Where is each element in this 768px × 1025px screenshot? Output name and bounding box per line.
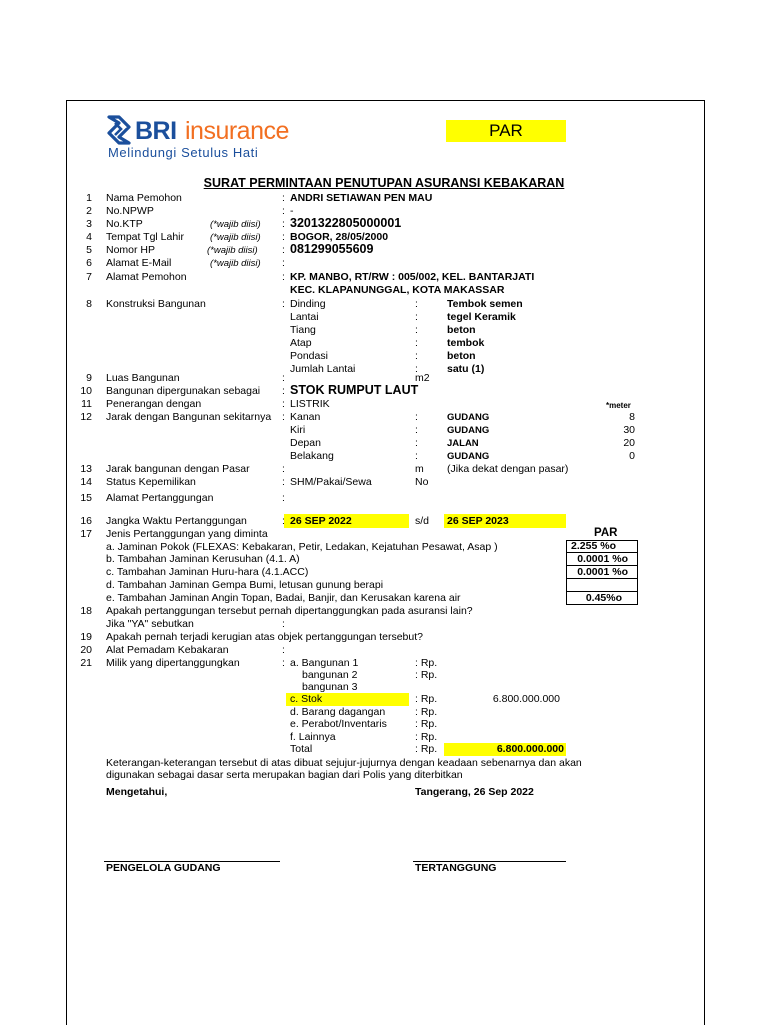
field-number: 10: [80, 385, 92, 397]
colon: :: [415, 450, 418, 462]
construction-value: tembok: [447, 337, 485, 349]
construction-value: tegel Keramik: [447, 311, 516, 323]
field-number: 5: [86, 244, 92, 256]
colon: :: [282, 657, 285, 669]
distance-side: Belakang: [290, 450, 334, 462]
meter-note: *meter: [606, 401, 631, 410]
colon: :: [282, 398, 285, 410]
field-number: 20: [80, 644, 92, 656]
coverage-rate: 0.0001 %o: [577, 566, 628, 578]
insured-item: c. Stok: [290, 693, 323, 705]
colon: :: [282, 218, 285, 230]
insured-total-label: Total: [290, 743, 313, 755]
distance-side: Kiri: [290, 424, 306, 436]
signature-left-role: PENGELOLA GUDANG: [106, 862, 221, 874]
field-label: Nama Pemohon: [106, 192, 182, 204]
bri-insurance-logo: [105, 113, 289, 163]
address-line-2: KEC. KLAPANUNGGAL, KOTA MAKASSAR: [290, 284, 505, 296]
construction-value: satu (1): [447, 363, 485, 375]
construction-part: Pondasi: [290, 350, 328, 362]
colon: :: [282, 463, 285, 475]
colon: :: [282, 205, 285, 217]
field-number: 19: [80, 631, 92, 643]
colon: :: [415, 363, 418, 375]
logo-tagline: Melindungi Setulus Hati: [108, 145, 259, 160]
coverage-item: e. Tambahan Jaminan Angin Topan, Badai, Banjir, dan Kerusakan karena air: [106, 592, 461, 604]
colon: :: [282, 271, 285, 283]
field-label: Bangunan dipergunakan sebagai: [106, 385, 261, 397]
building-usage-value: STOK RUMPUT LAUT: [290, 383, 419, 397]
construction-part: Lantai: [290, 311, 319, 323]
colon: :: [415, 411, 418, 423]
insured-item: d. Barang dagangan: [290, 706, 386, 718]
field-label: No.KTP: [106, 218, 143, 230]
colon: :: [415, 298, 418, 310]
required-note: (*wajib diisi): [207, 245, 258, 256]
field-number: 1: [86, 192, 92, 204]
insured-item: f. Lainnya: [290, 731, 336, 743]
rate-column-header: PAR: [594, 527, 618, 539]
field-number: 6: [86, 257, 92, 269]
distance-meters: 8: [629, 411, 635, 423]
ktp-value: 3201322805000001: [290, 216, 402, 230]
ownership-answer: No: [415, 476, 429, 488]
required-note: (*wajib diisi): [210, 219, 261, 230]
insured-item: bangunan 2: [302, 669, 358, 681]
field-number: 13: [80, 463, 92, 475]
required-note: (*wajib diisi): [210, 232, 261, 243]
field-number: 3: [86, 218, 92, 230]
statement-line: digunakan sebagai dasar serta merupakan bagian dari Polis yang diterbitkan: [106, 769, 463, 781]
period-separator: s/d: [415, 515, 430, 527]
field-label: Luas Bangunan: [106, 372, 180, 384]
stock-amount: 6.800.000.000: [492, 693, 560, 705]
currency-label: : Rp.: [415, 693, 438, 705]
signature-place-date: Tangerang, 26 Sep 2022: [415, 786, 534, 798]
field-number: 4: [86, 231, 92, 243]
field-number: 18: [80, 605, 92, 617]
field-label: Alamat E-Mail: [106, 257, 172, 269]
colon: :: [415, 337, 418, 349]
birth-place-date-value: BOGOR, 28/05/2000: [290, 231, 389, 243]
colon: :: [282, 492, 285, 504]
field-label: Milik yang dipertanggungkan: [106, 657, 240, 669]
construction-value: Tembok semen: [447, 298, 523, 310]
signature-left-heading: Mengetahui,: [106, 786, 168, 798]
currency-label: : Rp.: [415, 743, 438, 755]
distance-object: GUDANG: [447, 451, 490, 462]
market-distance-unit: m: [415, 463, 424, 475]
currency-label: : Rp.: [415, 669, 438, 681]
colon: :: [282, 372, 285, 384]
insured-item: a. Bangunan 1: [290, 657, 359, 669]
bri-logo-icon: [105, 115, 133, 145]
construction-part: Jumlah Lantai: [290, 363, 356, 375]
insured-item: bangunan 3: [302, 681, 358, 693]
distance-side: Kanan: [290, 411, 321, 423]
colon: :: [282, 644, 285, 656]
total-amount: 6.800.000.000: [496, 743, 564, 755]
phone-value: 081299055609: [290, 242, 374, 256]
distance-object: JALAN: [447, 438, 479, 449]
field-number: 15: [80, 492, 92, 504]
colon: :: [415, 324, 418, 336]
colon: :: [415, 424, 418, 436]
period-start-date: 26 SEP 2022: [290, 515, 352, 527]
coverage-item: c. Tambahan Jaminan Huru-hara (4.1.ACC): [106, 566, 309, 578]
distance-object: GUDANG: [447, 425, 490, 436]
field-number: 7: [86, 271, 92, 283]
field-number: 8: [86, 298, 92, 310]
field-number: 16: [80, 515, 92, 527]
construction-part: Atap: [290, 337, 312, 349]
field-label: Tempat Tgl Lahir: [106, 231, 185, 243]
question-label: Apakah pernah terjadi kerugian atas objek pertanggungan tersebut?: [106, 631, 423, 643]
colon: :: [282, 515, 285, 527]
field-label: Alamat Pemohon: [106, 271, 187, 283]
coverage-rate: 0.45%o: [585, 592, 622, 604]
product-code-badge: PAR: [446, 120, 566, 142]
statement-line: Keterangan-keterangan tersebut di atas dibuat sejujur-jujurnya dengan keadaan sebenarnya dan akan: [106, 757, 582, 769]
colon: :: [415, 350, 418, 362]
field-number: 21: [80, 657, 92, 669]
construction-part: Tiang: [290, 324, 316, 336]
coverage-rate: 2.255 %o: [571, 540, 616, 552]
colon: :: [415, 311, 418, 323]
construction-part: Dinding: [290, 298, 326, 310]
field-number: 9: [86, 372, 92, 384]
colon: :: [415, 437, 418, 449]
colon: :: [282, 192, 285, 204]
form-title: SURAT PERMINTAAN PENUTUPAN ASURANSI KEBAKARAN: [203, 176, 565, 190]
currency-label: : Rp.: [415, 731, 438, 743]
construction-value: beton: [447, 324, 476, 336]
coverage-rate: 0.0001 %o: [577, 553, 628, 565]
field-label: Jenis Pertanggungan yang diminta: [106, 528, 268, 540]
question-sub-label: Jika "YA" sebutkan: [106, 618, 194, 630]
colon: :: [282, 476, 285, 488]
lighting-value: LISTRIK: [290, 398, 330, 410]
colon: :: [282, 411, 285, 423]
insured-item: e. Perabot/Inventaris: [290, 718, 387, 730]
field-number: 2: [86, 205, 92, 217]
field-number: 12: [80, 411, 92, 423]
market-note: (Jika dekat dengan pasar): [447, 463, 569, 475]
field-label: Konstruksi Bangunan: [106, 298, 206, 310]
colon: :: [282, 385, 285, 397]
currency-label: : Rp.: [415, 706, 438, 718]
distance-object: GUDANG: [447, 412, 490, 423]
question-label: Apakah pertanggungan tersebut pernah dipertanggungkan pada asuransi lain?: [106, 605, 473, 617]
colon: :: [282, 244, 285, 256]
field-label: Penerangan dengan: [106, 398, 202, 410]
question-label: Alat Pemadam Kebakaran: [106, 644, 229, 656]
coverage-item: b. Tambahan Jaminan Kerusuhan (4.1. A): [106, 553, 300, 565]
logo-suffix-text: insurance: [185, 117, 289, 145]
area-unit: m2: [415, 372, 430, 384]
npwp-value: -: [290, 205, 294, 217]
field-label: Jarak dengan Bangunan sekitarnya: [106, 411, 272, 423]
field-number: 17: [80, 528, 92, 540]
field-label: Jarak bangunan dengan Pasar: [106, 463, 250, 475]
distance-meters: 30: [623, 424, 635, 436]
coverage-item: d. Tambahan Jaminan Gempa Bumi, letusan gunung berapi: [106, 579, 384, 591]
required-note: (*wajib diisi): [210, 258, 261, 269]
field-label: Jangka Waktu Pertanggungan: [106, 515, 247, 527]
applicant-name-value: ANDRI SETIAWAN PEN MAU: [290, 192, 433, 204]
colon: :: [282, 298, 285, 310]
distance-meters: 0: [629, 450, 635, 462]
field-label: Status Kepemilikan: [106, 476, 196, 488]
colon: :: [282, 618, 285, 630]
field-label: No.NPWP: [106, 205, 154, 217]
signature-right-role: TERTANGGUNG: [415, 862, 497, 874]
distance-meters: 20: [623, 437, 635, 449]
construction-value: beton: [447, 350, 476, 362]
logo-brand-text: BRI: [135, 117, 177, 145]
period-end-date: 26 SEP 2023: [447, 515, 509, 527]
colon: :: [282, 231, 285, 243]
field-number: 11: [81, 398, 92, 410]
currency-label: : Rp.: [415, 657, 438, 669]
distance-side: Depan: [290, 437, 321, 449]
coverage-item: a. Jaminan Pokok (FLEXAS: Kebakaran, Petir, Ledakan, Kejatuhan Pesawat, Asap ): [106, 541, 498, 553]
colon: :: [282, 257, 285, 269]
ownership-options: SHM/Pakai/Sewa: [290, 476, 372, 488]
address-line-1: KP. MANBO, RT/RW : 005/002, KEL. BANTARJATI: [290, 271, 535, 283]
currency-label: : Rp.: [415, 718, 438, 730]
field-number: 14: [80, 476, 92, 488]
field-label: Nomor HP: [106, 244, 156, 256]
field-label: Alamat Pertanggungan: [106, 492, 214, 504]
